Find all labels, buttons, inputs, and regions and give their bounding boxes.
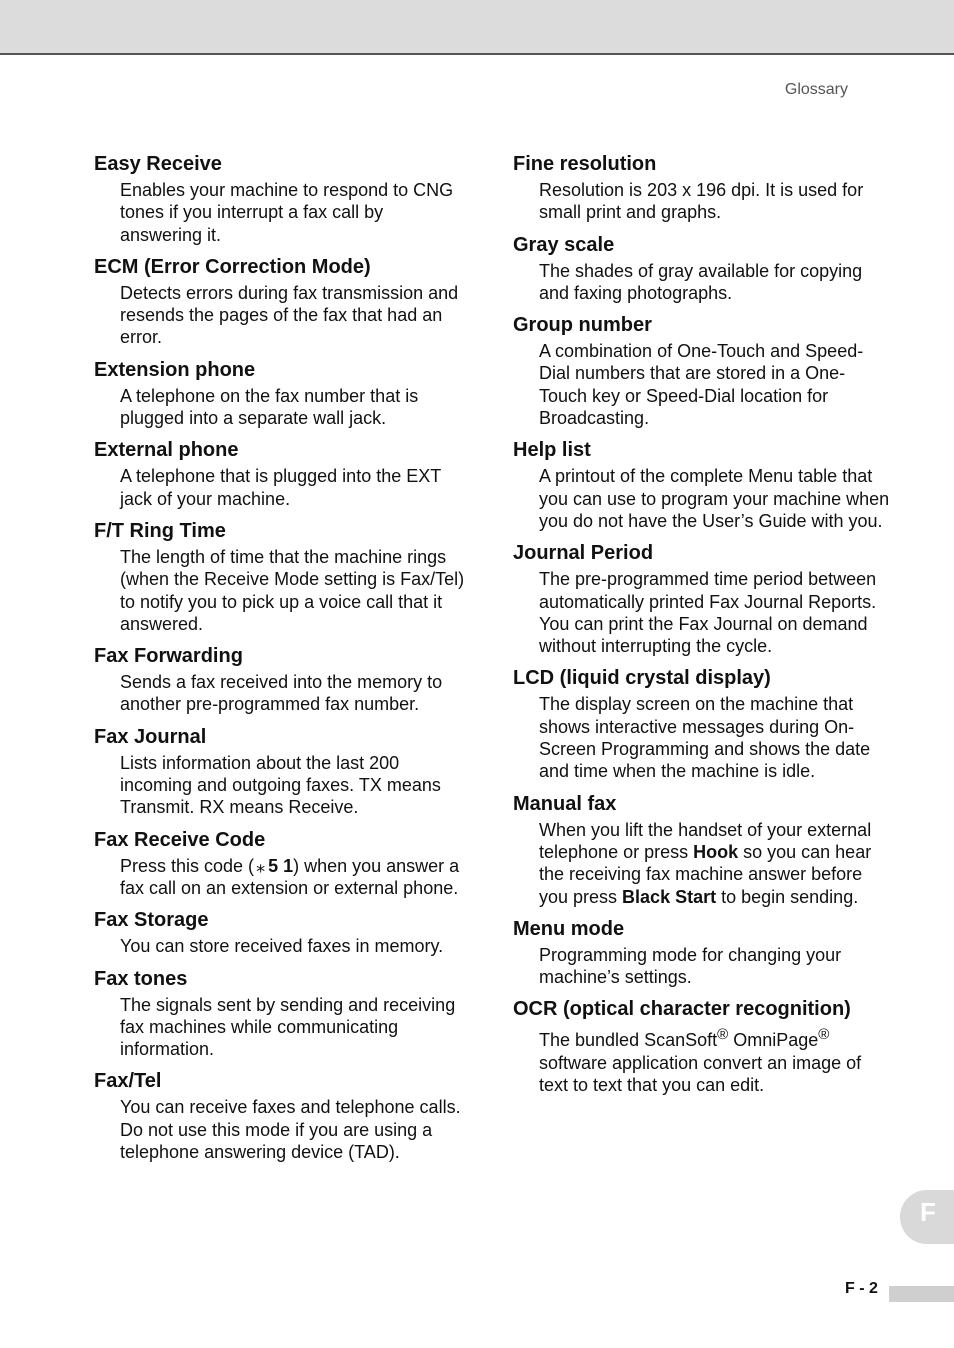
registered-mark: ® <box>717 1026 729 1044</box>
glossary-definition <box>539 1024 893 1096</box>
header-bar <box>0 0 954 55</box>
definition-text: ) when you answer a fax call on an extension or external phone. <box>120 855 460 898</box>
glossary-entry <box>94 907 469 957</box>
glossary-term: Fax tones <box>94 967 188 990</box>
glossary-term: Help list <box>513 439 591 462</box>
glossary-term: Fax Receive Code <box>94 828 266 851</box>
glossary-entry <box>94 643 469 716</box>
glossary-definition: The display screen on the machine that shows interactive messages during On-Screen Programming and shows the date and time when the machine is idle. <box>539 694 871 782</box>
page-number: F - 2 <box>845 1280 878 1297</box>
glossary-definition <box>120 855 469 900</box>
section-title: Glossary <box>784 81 848 98</box>
glossary-entry <box>94 357 469 430</box>
glossary-term: Gray scale <box>513 233 615 256</box>
glossary-term: Fax Forwarding <box>94 645 243 668</box>
glossary-entry <box>94 437 469 510</box>
glossary-term: External phone <box>94 439 239 462</box>
glossary-entry <box>94 1068 469 1163</box>
chapter-tab-letter: F <box>920 1197 936 1227</box>
glossary-entry <box>94 827 469 900</box>
glossary-definition: Enables your machine to respond to CNG tones if you interrupt a fax call by answering it. <box>120 180 454 245</box>
glossary-term: Fax Journal <box>94 725 207 748</box>
glossary-definition: Lists information about the last 200 incoming and outgoing faxes. TX means Transmit. RX means Receive. <box>120 752 441 818</box>
glossary-definition: Detects errors during fax transmission and resends the pages of the fax that had an error. <box>120 282 459 348</box>
glossary-definition: A combination of One-Touch and Speed-Dial numbers that are stored in a One-Touch key or Speed-Dial location for Broadcasting. <box>539 341 864 429</box>
key-name-hook: Hook <box>693 841 739 862</box>
glossary-definition <box>539 819 893 908</box>
glossary-definition: Programming mode for changing your machine’s settings. <box>539 944 842 988</box>
glossary-definition: The pre-programmed time period between automatically printed Fax Journal Reports. You can print the Fax Journal on demand without interrupting the cycle. <box>539 569 877 657</box>
glossary-term: Fax/Tel <box>94 1070 162 1093</box>
glossary-term: Journal Period <box>513 542 654 565</box>
glossary-definition: You can receive faxes and telephone calls. Do not use this mode if you are using a telephone answering device (TAD). <box>120 1097 461 1163</box>
glossary-entry <box>513 540 893 657</box>
glossary-entry <box>513 665 893 782</box>
glossary-entry <box>513 232 893 305</box>
glossary-term: OCR (optical character recognition) <box>513 998 851 1021</box>
glossary-definition: A printout of the complete Menu table that you can use to program your machine when you do not have the User’s Guide with you. <box>539 466 890 531</box>
receive-code-digits: 5 1 <box>268 855 294 876</box>
footer-bar <box>889 1286 954 1302</box>
glossary-term: Extension phone <box>94 358 256 381</box>
glossary-right-column <box>513 151 893 1104</box>
glossary-entry <box>94 966 469 1061</box>
glossary-left-column <box>94 151 469 1171</box>
glossary-term: Group number <box>513 314 652 337</box>
glossary-definition: The signals sent by sending and receiving fax machines while communicating information. <box>120 994 456 1060</box>
glossary-entry <box>513 791 893 908</box>
definition-text: so you can hear the receiving fax machine answer before you press <box>539 841 872 907</box>
definition-text: software application convert an image of text to text that you can edit. <box>539 1052 862 1096</box>
glossary-definition: A telephone on the fax number that is plugged into a separate wall jack. <box>120 385 419 429</box>
definition-text: OmniPage <box>728 1030 819 1051</box>
glossary-definition: The length of time that the machine rings (when the Receive Mode setting is Fax/Tel) to notify you to pick up a voice call that it answered. <box>120 546 465 634</box>
glossary-definition: A telephone that is plugged into the EXT jack of your machine. <box>120 466 441 509</box>
glossary-entry <box>513 916 893 989</box>
glossary-definition: Resolution is 203 x 196 dpi. It is used for small print and graphs. <box>539 180 864 223</box>
glossary-definition: The shades of gray available for copying and faxing photographs. <box>539 260 863 303</box>
star-key-icon: ⁎ <box>256 855 266 876</box>
glossary-term: Fine resolution <box>513 153 657 175</box>
definition-text: When you lift the handset of your external telephone or press <box>539 819 872 862</box>
glossary-term: Fax Storage <box>94 909 209 932</box>
glossary-definition: Sends a fax received into the memory to another pre-programmed fax number. <box>120 672 443 715</box>
glossary-entry <box>94 724 469 819</box>
definition-text: to begin sending. <box>716 886 859 907</box>
glossary-term: LCD (liquid crystal display) <box>513 667 771 690</box>
registered-mark: ® <box>818 1026 830 1044</box>
glossary-term: Manual fax <box>513 792 617 815</box>
glossary-entry <box>513 437 893 532</box>
glossary-term: Menu mode <box>513 917 625 940</box>
definition-text: Press this code ( <box>120 855 255 876</box>
glossary-entry <box>513 312 893 429</box>
glossary-entry <box>94 151 469 246</box>
glossary-entry <box>94 254 469 349</box>
definition-text: The bundled ScanSoft <box>539 1030 718 1051</box>
glossary-entry <box>513 151 893 224</box>
glossary-term: F/T Ring Time <box>94 519 226 542</box>
glossary-entry <box>513 996 893 1096</box>
glossary-definition: You can store received faxes in memory. <box>120 936 444 957</box>
glossary-term: ECM (Error Correction Mode) <box>94 255 371 278</box>
key-name-black-start: Black Start <box>622 886 717 907</box>
glossary-entry <box>94 518 469 635</box>
glossary-term: Easy Receive <box>94 153 222 175</box>
